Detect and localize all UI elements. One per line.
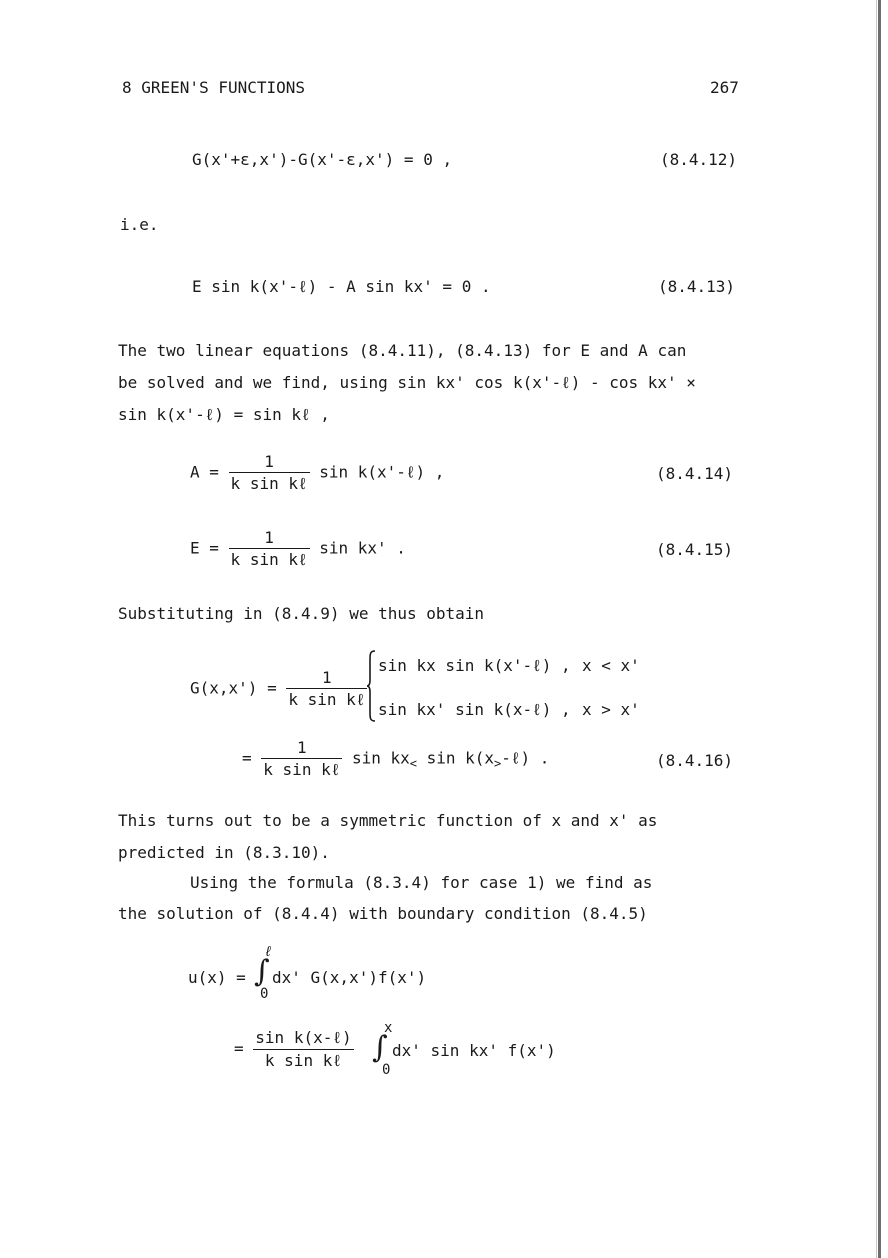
case-2: sin kx' sin k(x-ℓ) , xyxy=(378,700,571,719)
subscript-greater: > xyxy=(494,756,502,771)
integrand: dx' sin kx' f(x') xyxy=(392,1041,556,1060)
paragraph-line: The two linear equations (8.4.11), (8.4.13) for E and A can xyxy=(118,341,687,360)
equation-number: (8.4.15) xyxy=(656,540,734,559)
equation-number: (8.4.13) xyxy=(658,277,736,296)
paragraph-line: sin k(x'-ℓ) = sin kℓ , xyxy=(118,405,330,424)
paragraph-line: the solution of (8.4.4) with boundary condition (8.4.5) xyxy=(118,904,648,923)
condition-1: x < x' xyxy=(582,656,640,675)
paragraph-line: predicted in (8.3.10). xyxy=(118,843,330,862)
fraction xyxy=(229,528,310,570)
case-1: sin kx sin k(x'-ℓ) , xyxy=(378,656,571,675)
numerator: 1 xyxy=(229,452,310,473)
equation-8-4-12: G(x'+ε,x')-G(x'-ε,x') = 0 , xyxy=(192,150,453,169)
paragraph-line: Substituting in (8.4.9) we thus obtain xyxy=(118,604,485,623)
condition-2: x > x' xyxy=(582,700,640,719)
equation-lhs: E = xyxy=(190,538,219,558)
equals-sign: = xyxy=(234,1039,244,1058)
equation-8-4-15 xyxy=(190,528,406,570)
numerator: 1 xyxy=(261,738,342,759)
equation-number: (8.4.12) xyxy=(660,150,738,169)
numerator: sin k(x-ℓ) xyxy=(253,1028,353,1050)
page-number: 267 xyxy=(710,78,739,97)
integral-sign: ∫ xyxy=(372,1030,388,1065)
numerator: 1 xyxy=(229,528,310,549)
equation-u-lhs: u(x) = xyxy=(188,968,246,987)
equation-u-second-line xyxy=(234,1028,354,1071)
rhs-part: -ℓ) . xyxy=(501,748,550,768)
running-header: 8 GREEN'S FUNCTIONS xyxy=(122,78,306,97)
denominator: k sin kℓ xyxy=(263,760,341,779)
page-edge xyxy=(878,0,881,1258)
page-edge-shadow xyxy=(876,0,877,1258)
equation-lhs: A = xyxy=(190,462,219,482)
equation-8-4-13: E sin k(x'-ℓ) - A sin kx' = 0 . xyxy=(192,277,491,296)
equation-rhs: sin k(x'-ℓ) , xyxy=(319,462,445,482)
fraction xyxy=(229,452,310,494)
integral-upper-limit: ℓ xyxy=(264,944,273,960)
equation-8-4-16-lhs xyxy=(190,668,367,710)
equation-rhs: sin kx' . xyxy=(319,538,406,558)
fraction xyxy=(261,738,342,780)
denominator: k sin kℓ xyxy=(230,474,308,493)
integral-sign: ∫ xyxy=(254,954,270,989)
denominator: k sin kℓ xyxy=(264,1051,342,1070)
text-ie: i.e. xyxy=(120,215,159,234)
integral-upper-limit: x xyxy=(384,1020,393,1036)
integral-lower-limit: 0 xyxy=(260,986,269,1002)
equation-8-4-16-second-line xyxy=(242,738,549,780)
fraction xyxy=(253,1028,353,1071)
rhs-part: sin kx xyxy=(351,748,410,768)
paragraph-line: Using the formula (8.3.4) for case 1) we find as xyxy=(190,873,653,892)
paragraph-line: be solved and we find, using sin kx' cos k(x'-ℓ) - cos kx' × xyxy=(118,373,696,392)
integrand: dx' G(x,x')f(x') xyxy=(272,968,427,987)
paragraph-line: This turns out to be a symmetric function of x and x' as xyxy=(118,811,658,830)
equals-sign: = xyxy=(242,748,252,768)
denominator: k sin kℓ xyxy=(288,690,366,709)
fraction xyxy=(286,668,367,710)
numerator: 1 xyxy=(286,668,367,689)
equation-8-4-14 xyxy=(190,452,444,494)
denominator: k sin kℓ xyxy=(230,550,308,569)
equation-lhs: G(x,x') = xyxy=(190,678,277,698)
equation-number: (8.4.16) xyxy=(656,751,734,770)
subscript-less: < xyxy=(409,756,417,771)
equation-number: (8.4.14) xyxy=(656,464,734,483)
rhs-part: sin k(x xyxy=(416,748,495,768)
integral-lower-limit: 0 xyxy=(382,1062,391,1078)
left-brace xyxy=(366,650,376,722)
